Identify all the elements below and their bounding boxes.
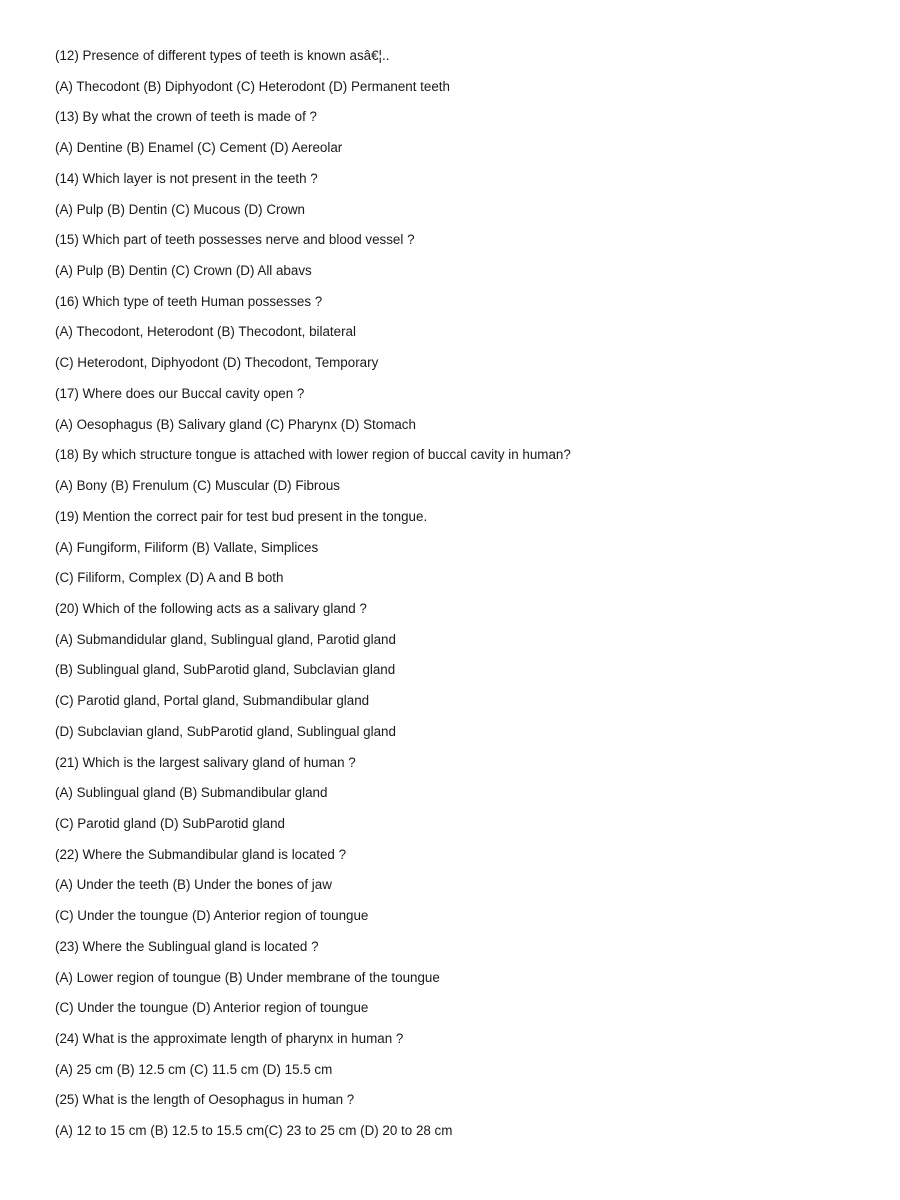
options-19-cd: (C) Filiform, Complex (D) A and B both <box>55 570 284 586</box>
options-18: (A) Bony (B) Frenulum (C) Muscular (D) Fibrous <box>55 478 340 494</box>
options-13: (A) Dentine (B) Enamel (C) Cement (D) Aereolar <box>55 140 343 156</box>
options-17: (A) Oesophagus (B) Salivary gland (C) Pharynx (D) Stomach <box>55 416 416 432</box>
option-20-a: (A) Submandidular gland, Sublingual gland, Parotid gland <box>55 631 396 647</box>
options-22-ab: (A) Under the teeth (B) Under the bones of jaw <box>55 877 332 893</box>
question-15: (15) Which part of teeth possesses nerve and blood vessel ? <box>55 232 415 248</box>
options-19-ab: (A) Fungiform, Filiform (B) Vallate, Simplices <box>55 539 319 555</box>
question-21: (21) Which is the largest salivary gland of human ? <box>55 754 356 770</box>
question-25: (25) What is the length of Oesophagus in human ? <box>55 1092 355 1108</box>
options-24: (A) 25 cm (B) 12.5 cm (C) 11.5 cm (D) 15.5 cm <box>55 1061 333 1077</box>
options-12: (A) Thecodont (B) Diphyodont (C) Heterodont (D) Permanent teeth <box>55 78 450 94</box>
options-21-cd: (C) Parotid gland (D) SubParotid gland <box>55 815 285 831</box>
question-14: (14) Which layer is not present in the teeth ? <box>55 170 318 186</box>
question-17: (17) Where does our Buccal cavity open ? <box>55 385 305 401</box>
question-24: (24) What is the approximate length of pharynx in human ? <box>55 1031 404 1046</box>
option-20-d: (D) Subclavian gland, SubParotid gland, Sublingual gland <box>55 723 396 739</box>
options-21-ab: (A) Sublingual gland (B) Submandibular gland <box>55 785 328 801</box>
options-16-cd: (C) Heterodont, Diphyodont (D) Thecodont, Temporary <box>55 355 379 371</box>
question-list <box>55 47 875 1153</box>
options-23-cd: (C) Under the toungue (D) Anterior region of toungue <box>55 1000 369 1016</box>
option-20-c: (C) Parotid gland, Portal gland, Submandibular gland <box>55 693 370 709</box>
question-18: (18) By which structure tongue is attached with lower region of buccal cavity in human? <box>55 447 571 463</box>
options-16-ab: (A) Thecodont, Heterodont (B) Thecodont, bilateral <box>55 324 356 340</box>
option-20-b: (B) Sublingual gland, SubParotid gland, Subclavian gland <box>55 662 396 678</box>
question-16: (16) Which type of teeth Human possesses ? <box>55 293 323 309</box>
question-20: (20) Which of the following acts as a salivary gland ? <box>55 600 367 616</box>
question-19: (19) Mention the correct pair for test bud present in the tongue. <box>55 508 428 524</box>
question-13: (13) By what the crown of teeth is made of ? <box>55 109 317 125</box>
options-22-cd: (C) Under the toungue (D) Anterior region of toungue <box>55 908 369 924</box>
options-25: (A) 12 to 15 cm (B) 12.5 to 15.5 cm(C) 23 to 25 cm (D) 20 to 28 cm <box>55 1123 453 1139</box>
options-23-ab: (A) Lower region of toungue (B) Under membrane of the toungue <box>55 969 440 985</box>
question-23: (23) Where the Sublingual gland is located ? <box>55 938 319 954</box>
options-14: (A) Pulp (B) Dentin (C) Mucous (D) Crown <box>55 201 306 217</box>
question-22: (22) Where the Submandibular gland is located ? <box>55 846 347 862</box>
options-15: (A) Pulp (B) Dentin (C) Crown (D) All abavs <box>55 263 312 279</box>
question-12: (12) Presence of different types of teeth is known asâ€¦.. <box>55 48 390 63</box>
